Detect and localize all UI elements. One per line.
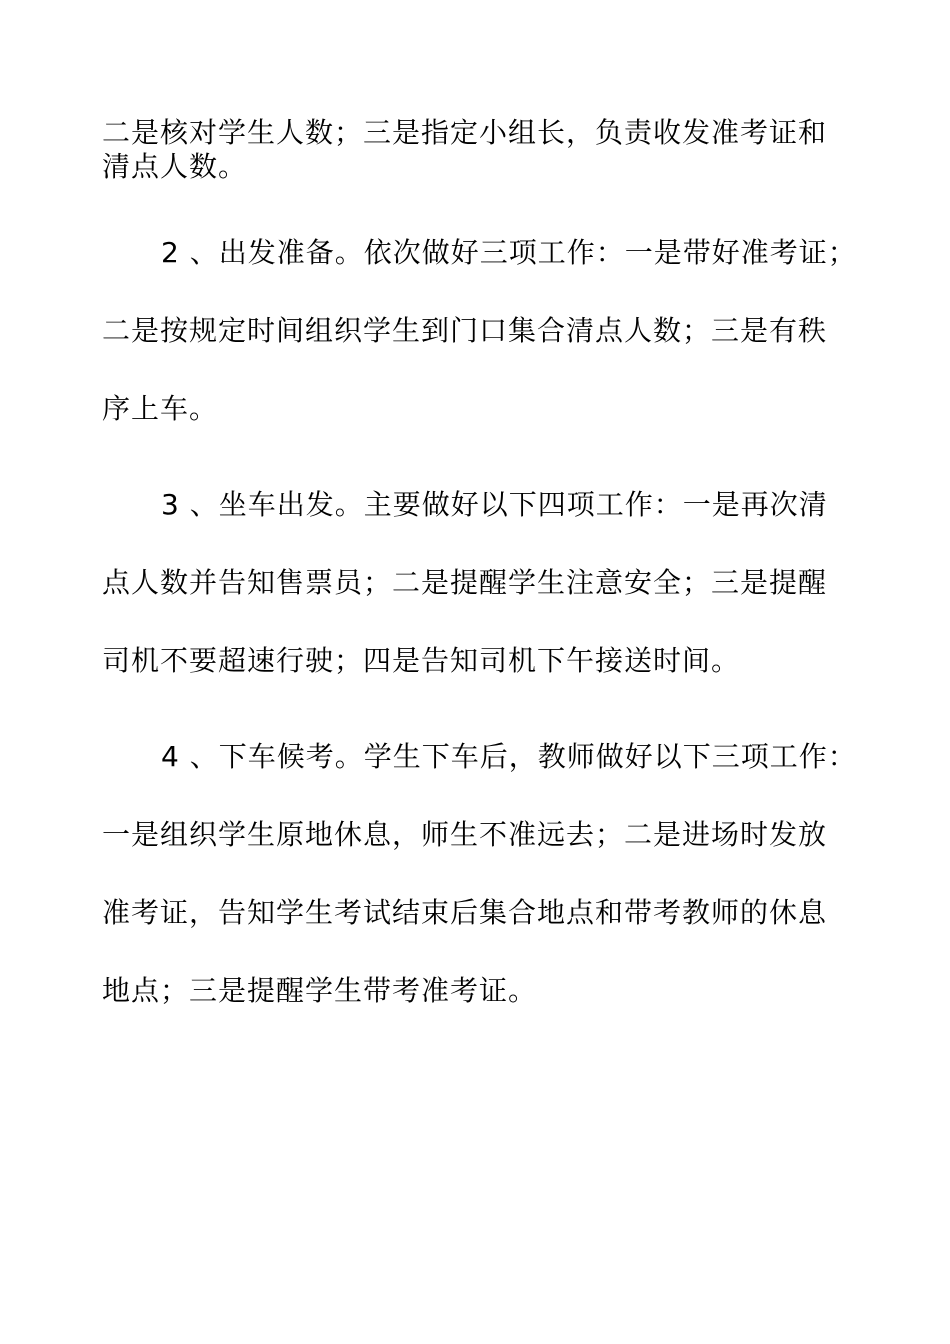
paragraph-3-line-1: 3 、坐车出发。主要做好以下四项工作：一是再次清 bbox=[161, 488, 828, 521]
paragraph-1-line-2: 清点人数。 bbox=[102, 150, 248, 183]
paragraph-2-line-1: 2 、出发准备。依次做好三项工作：一是带好准考证； bbox=[161, 236, 857, 269]
paragraph-4-line-1: 4 、下车候考。学生下车后，教师做好以下三项工作： bbox=[161, 740, 857, 773]
paragraph-4-line-3: 准考证，告知学生考试结束后集合地点和带考教师的休息 bbox=[102, 896, 828, 929]
paragraph-4-line-2: 一是组织学生原地休息，师生不准远去；二是进场时发放 bbox=[102, 818, 828, 851]
paragraph-1-line-1: 二是核对学生人数；三是指定小组长，负责收发准考证和 bbox=[102, 116, 828, 149]
paragraph-3-line-3: 司机不要超速行驶；四是告知司机下午接送时间。 bbox=[102, 644, 741, 677]
paragraph-4-line-4: 地点；三是提醒学生带考准考证。 bbox=[102, 974, 538, 1007]
paragraph-2-line-2: 二是按规定时间组织学生到门口集合清点人数；三是有秩 bbox=[102, 314, 828, 347]
paragraph-2-line-3: 序上车。 bbox=[102, 392, 219, 425]
paragraph-3-line-2: 点人数并告知售票员；二是提醒学生注意安全；三是提醒 bbox=[102, 566, 828, 599]
